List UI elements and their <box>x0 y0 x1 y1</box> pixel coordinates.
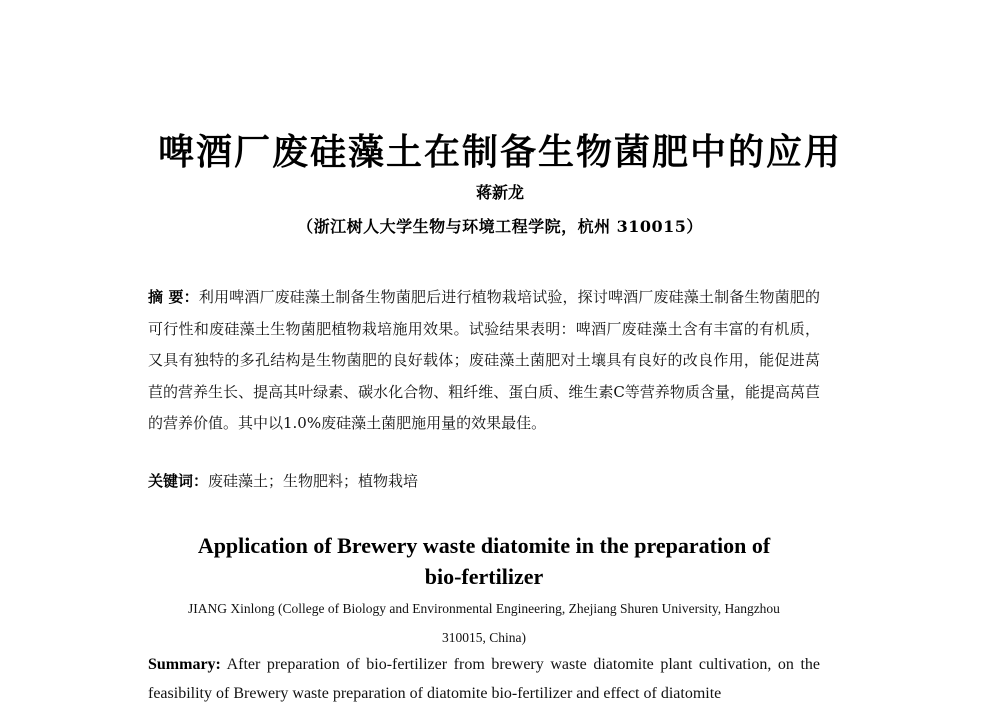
paper-title-zh: 啤酒厂废硅藻土在制备生物菌肥中的应用 <box>157 131 842 173</box>
author-affiliation-en-line1: JIANG Xinlong (College of Biology and Environmental Engineering, Zhejiang Shuren University, Hangzhou <box>188 601 780 616</box>
author-affiliation-zh: （浙江树人大学生物与环境工程学院，杭州 310015） <box>297 217 703 236</box>
author-affiliation-en-line2: 310015, China) <box>442 630 526 645</box>
keywords-text-zh: 废硅藻土；生物肥料；植物栽培 <box>208 472 419 490</box>
keywords-label-zh: 关键词： <box>148 472 209 490</box>
author-name-zh: 蒋新龙 <box>475 183 524 202</box>
author-affiliation-en <box>150 594 818 652</box>
paper-title-en <box>150 530 818 592</box>
paper-title-en-line2: bio-fertilizer <box>424 564 544 589</box>
summary-label-en: Summary: <box>148 656 221 673</box>
abstract-text-zh: 利用啤酒厂废硅藻土制备生物菌肥后进行植物栽培试验，探讨啤酒厂废硅藻土制备生物菌肥的可行性和废硅藻土生物菌肥植物栽培施用效果。试验结果表明：啤酒厂废硅藻土含有丰富的有机质，又具有独特的多孔结构是生物菌肥的良好载体；废硅藻土菌肥对土壤具有良好的改良作用，能促进莴苣的营养生长、提高其叶绿素、碳水化合物、粗纤维、蛋白质、维生素C等营养物质含量，能提高莴苣的营养价值。其中以1.0%废硅藻土菌肥施用量的效果最佳。 <box>148 288 820 432</box>
abstract-zh <box>148 282 820 440</box>
abstract-label-zh: 摘 要： <box>148 288 199 306</box>
summary-en <box>148 650 820 708</box>
summary-text-en: After preparation of bio-fertilizer from brewery waste diatomite plant cultivation, on the feasibility of Brewery waste preparation of diatomite bio-fertilizer and effect of diatomite <box>148 656 821 702</box>
paper-title-en-line1: Application of Brewery waste diatomite in the preparation of <box>197 533 771 558</box>
keywords-zh <box>148 467 820 495</box>
